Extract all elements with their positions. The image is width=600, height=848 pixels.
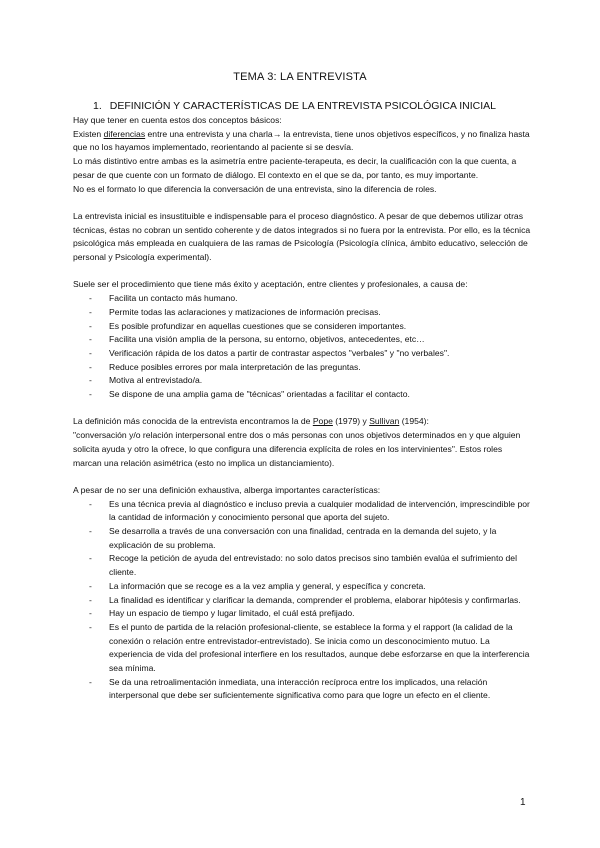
pope-link[interactable]: Pope [312,416,333,427]
asymmetry-paragraph: Lo más distintivo entre ambas es la asimetría entre paciente-terapeuta, es decir, la cualificación con la que cuenta, a pesar de que cuente con un formato de diálogo. El contexto en el que se da, por tanto, es muy importante. [73,156,517,180]
text-run: entre una entrevista y una charla→ la entrevista, tiene unos objetivos específicos, y no finaliza hasta que no los hayamos implementado, reorientando al paciente si se desvía. [73,128,530,153]
list-item: - Es el punto de partida de la relación profesional-cliente, se establece la forma y el rapport (la calidad de la conexión o relación entre entrevistador-entrevistado). Se inicia como un desconocimiento mutuo. La experiencia de vida del profesional interfiere en los resultados, aunque debe esforzarse en que la interferencia sea mínima. [73,621,533,676]
definition-quote: "conversación y/o relación interpersonal entre dos o más personas con unos objetivos determinados en y que alguien solicita ayuda y otro la ofrece, lo que configura una diferencia explícita de roles en los intervinientes". Estos roles marcan una relación asimétrica (esto no implica un distanciamiento). [73,430,521,468]
list-item: - Hay un espacio de tiempo y lugar limitado, el cuál está prefijado. [73,607,533,621]
spacer [73,265,533,279]
list-item: - Se da una retroalimentación inmediata, una interacción recíproca entre los implicados, una relación interpersonal que debe ser suficientemente significativa como para que logre un efecto en el cliente. [73,676,533,703]
text-run: La definición más conocida de la entrevista encontramos la de [73,416,313,427]
intro-line: Hay que tener en cuenta estos dos conceptos básicos: [73,115,282,125]
list-item: - Es posible profundizar en aquellas cuestiones que se consideren importantes. [73,320,533,334]
list-item: - Motiva al entrevistado/a. [73,374,533,388]
roles-paragraph: No es el formato lo que diferencia la conversación de una entrevista, sino la diferencia de roles. [73,183,437,194]
text-run: (1954): [399,416,429,427]
list-item: - Recoge la petición de ayuda del entrevistado: no solo datos precisos sino también evalúa el sufrimiento del cliente. [73,552,533,579]
list-item: - Facilita una visión amplia de la persona, su entorno, objetivos, antecedentes, etc… [73,333,533,347]
initial-interview-paragraph: La entrevista inicial es insustituible e indispensable para el proceso diagnóstico. A pesar de que debemos utilizar otras técnicas, éstas no cobran un sentido coherente y de datos integrados si no fuera por la entrevista. Por ello, es la técnica psicológica más empleada en cualquiera de las ramas de Psicología (Psicología clínica, ámbito educativo, selección de personal y Psicología experimental). [73,210,531,263]
sullivan-link[interactable]: Sullivan [369,416,400,427]
page-title: TEMA 3: LA ENTREVISTA [233,71,367,83]
section-number: 1. [93,100,102,112]
characteristics-paragraph: A pesar de no ser una definición exhaustiva, alberga importantes características: [73,484,381,495]
list-item: - Verificación rápida de los datos a partir de contrastar aspectos "verbales" y "no verbales". [73,347,533,361]
list-item: - Es una técnica previa al diagnóstico e incluso previa a cualquier modalidad de intervención, imprescindible por la cantidad de información y conocimiento personal que aporta del sujeto. [73,498,533,525]
advantages-list [73,292,533,402]
list-item: - Se dispone de una amplia gama de "técnicas" orientadas a facilitar el contacto. [73,388,533,402]
differences-paragraph [73,128,533,155]
success-paragraph: Suele ser el procedimiento que tiene más éxito y aceptación, entre clientes y profesionales, a causa de: [73,279,468,290]
spacer [73,196,533,210]
section-heading [93,100,496,112]
characteristics-list [73,498,533,704]
page-number: 1 [520,797,526,808]
spacer [73,402,533,416]
section-heading-text: DEFINICIÓN Y CARACTERÍSTICAS DE LA ENTREVISTA PSICOLÓGICA INICIAL [109,100,497,112]
text-run: (1979) y [332,416,370,427]
list-item: - La información que se recoge es a la vez amplia y general, y específica y concreta. [73,580,533,594]
list-item: - Facilita un contacto más humano. [73,292,533,306]
list-item: - Permite todas las aclaraciones y matizaciones de información precisas. [73,306,533,320]
text-run: Existen [73,128,104,139]
differences-link[interactable]: diferencias [103,128,146,139]
list-item: - Se desarrolla a través de una conversación con una finalidad, centrada en la demanda del sujeto, y la explicación de su problema. [73,525,533,552]
spacer [73,470,533,484]
list-item: - La finalidad es identificar y clarificar la demanda, comprender el problema, elaborar hipótesis y confirmarlas. [73,594,533,608]
document-body [73,114,533,703]
list-item: - Reduce posibles errores por mala interpretación de las preguntas. [73,361,533,375]
definition-paragraph [73,415,533,429]
